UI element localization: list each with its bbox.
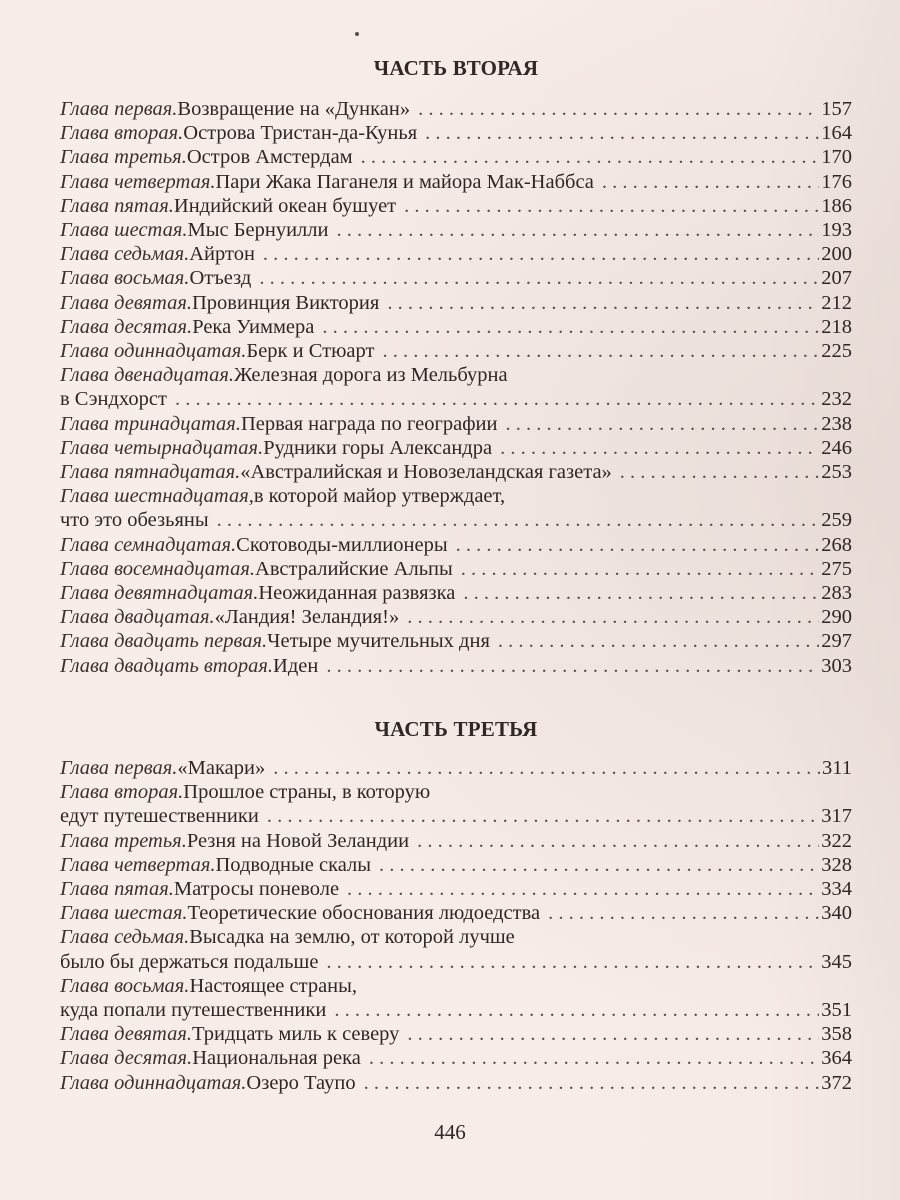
toc-entry-line	[60, 315, 852, 339]
chapter-label: Глава шестая.	[60, 219, 188, 242]
chapter-title-continued: в Сэндхорст	[60, 388, 167, 411]
page-number-ref: 232	[821, 388, 852, 411]
toc-entry-line	[60, 533, 852, 557]
toc-entry	[60, 605, 852, 629]
dot-leader	[336, 218, 819, 242]
toc-entry-line	[60, 1022, 852, 1046]
dot-leader	[369, 1046, 819, 1070]
page-number-ref: 351	[821, 999, 852, 1022]
toc-entry	[60, 1071, 852, 1095]
toc-entry	[60, 1022, 852, 1046]
chapter-label: Глава восьмая.	[60, 974, 190, 997]
chapter-label: Глава седьмая.	[60, 243, 190, 266]
toc-entry	[60, 557, 852, 581]
dot-leader	[334, 998, 819, 1022]
toc-entry	[60, 97, 852, 121]
toc-entry	[60, 654, 852, 678]
toc-entry-line	[60, 291, 852, 315]
chapter-label: Глава девятая.	[60, 291, 192, 314]
toc-entry	[60, 218, 852, 242]
page-number-ref: 193	[821, 219, 852, 242]
dot-leader	[407, 605, 819, 629]
page-number-ref: 246	[821, 436, 852, 459]
chapter-title: Пари Жака Паганеля и майора Мак-Наббса	[215, 170, 594, 193]
page-number-ref: 340	[821, 902, 852, 925]
dot-leader	[620, 460, 819, 484]
chapter-label: Глава пятнадцатая.	[60, 461, 241, 484]
toc-entry	[60, 484, 852, 532]
toc-entry-line	[60, 605, 852, 629]
chapter-title-continued: что это обезьяны	[60, 509, 209, 532]
chapter-title: «Австралийская и Новозеландская газета»	[240, 461, 612, 484]
page-number-ref: 225	[821, 340, 852, 363]
chapter-title-continued: едут путешественники	[60, 805, 259, 828]
chapter-label: Глава двадцать вторая.	[60, 654, 274, 677]
chapter-label: Глава шестнадцатая,	[60, 485, 254, 508]
chapter-label: Глава десятая.	[60, 315, 193, 338]
page-number-ref: 164	[821, 122, 852, 145]
dot-leader	[387, 291, 819, 315]
toc-entry-line	[60, 484, 852, 508]
page-number-ref: 322	[821, 829, 852, 852]
toc-entry	[60, 170, 852, 194]
chapter-title: Иден	[273, 654, 319, 677]
chapter-title: Первая награда по географии	[240, 412, 498, 435]
toc-entry	[60, 291, 852, 315]
toc-entry-line	[60, 194, 852, 218]
toc-entry	[60, 412, 852, 436]
dot-leader	[273, 756, 820, 780]
page-number-ref: 268	[821, 533, 852, 556]
part-two-toc	[60, 97, 852, 678]
toc-entry	[60, 629, 852, 653]
dot-leader	[326, 950, 819, 974]
chapter-title: Айртон	[189, 243, 255, 266]
page-number-ref: 200	[821, 243, 852, 266]
toc-entry	[60, 121, 852, 145]
page-number-ref: 157	[821, 98, 852, 120]
dot-leader	[382, 339, 819, 363]
toc-entry-line	[60, 950, 852, 974]
dot-leader	[500, 436, 819, 460]
page-number-ref: 170	[821, 146, 852, 169]
dot-leader	[407, 1022, 819, 1046]
chapter-title: Австралийские Альпы	[255, 557, 453, 580]
toc-entry-line	[60, 436, 852, 460]
toc-entry	[60, 194, 852, 218]
chapter-label: Глава десятая.	[60, 1047, 193, 1070]
toc-entry-line	[60, 780, 852, 804]
toc-entry-line	[60, 581, 852, 605]
toc-entry	[60, 363, 852, 411]
toc-entry-line	[60, 557, 852, 581]
page-number-ref: 283	[821, 582, 852, 605]
chapter-label: Глава восьмая.	[60, 267, 190, 290]
chapter-title: Подводные скалы	[215, 853, 372, 876]
toc-entry	[60, 1046, 852, 1070]
chapter-title: Остров Амстердам	[186, 146, 353, 169]
toc-entry-line	[60, 998, 852, 1022]
chapter-label: Глава третья.	[60, 146, 187, 169]
page-number-ref: 238	[821, 412, 852, 435]
toc-entry-line	[60, 412, 852, 436]
toc-entry	[60, 266, 852, 290]
toc-entry	[60, 829, 852, 853]
chapter-label: Глава четырнадцатая.	[60, 436, 264, 459]
chapter-label: Глава пятая.	[60, 194, 174, 217]
toc-entry-line	[60, 363, 852, 387]
toc-entry	[60, 974, 852, 1022]
page-number-ref: 328	[821, 853, 852, 876]
chapter-title: Настоящее страны,	[189, 974, 358, 997]
toc-entry	[60, 581, 852, 605]
chapter-title-continued: куда попали путешественники	[60, 999, 327, 1022]
chapter-label: Глава девятнадцатая.	[60, 582, 259, 605]
chapter-label: Глава восемнадцатая.	[60, 557, 256, 580]
toc-entry-line	[60, 1071, 852, 1095]
page-number-ref: 364	[821, 1047, 852, 1070]
toc-entry-line	[60, 925, 852, 949]
dot-leader	[263, 242, 819, 266]
chapter-title: «Ландия! Зеландия!»	[214, 606, 400, 629]
toc-entry-line	[60, 974, 852, 998]
chapter-title: Озеро Таупо	[246, 1071, 356, 1094]
chapter-title: Берк и Стюарт	[246, 340, 375, 363]
toc-entry	[60, 315, 852, 339]
chapter-title: Неожиданная развязка	[258, 582, 456, 605]
dot-leader	[259, 266, 819, 290]
page-number-ref: 186	[821, 194, 852, 217]
toc-entry	[60, 339, 852, 363]
toc-entry-line	[60, 339, 852, 363]
chapter-label: Глава вторая.	[60, 781, 184, 804]
chapter-label: Глава двадцатая.	[60, 606, 215, 629]
toc-entry-line	[60, 804, 852, 828]
toc-entry-line	[60, 145, 852, 169]
toc-entry-line	[60, 508, 852, 532]
dot-leader	[379, 853, 819, 877]
dot-leader	[418, 97, 819, 121]
dot-leader	[322, 315, 819, 339]
page-number-ref: 212	[821, 291, 852, 314]
toc-entry-line	[60, 829, 852, 853]
page-number-ref: 345	[821, 950, 852, 973]
dot-leader	[217, 508, 820, 532]
chapter-label: Глава седьмая.	[60, 926, 190, 949]
chapter-title-continued: было бы держаться подальше	[60, 950, 319, 973]
toc-entry-line	[60, 877, 852, 901]
toc-entry-line	[60, 1046, 852, 1070]
toc-entry	[60, 877, 852, 901]
part-three-heading: ЧАСТЬ ТРЕТЬЯ	[374, 717, 538, 741]
toc-entry-line	[60, 218, 852, 242]
page-number-ref: 334	[821, 878, 852, 901]
page-number-ref: 303	[821, 654, 852, 677]
chapter-title: Теоретические обоснования людоедства	[187, 902, 541, 925]
page-number-ref: 358	[821, 1023, 852, 1046]
chapter-title: «Макари»	[177, 757, 266, 779]
dot-leader	[548, 901, 819, 925]
toc-entry	[60, 242, 852, 266]
dot-leader	[326, 654, 819, 678]
dot-leader	[267, 804, 819, 828]
toc-entry-line	[60, 654, 852, 678]
dot-leader	[498, 629, 819, 653]
chapter-title: Железная дорога из Мельбурна	[234, 364, 508, 387]
chapter-title: Индийский океан бушует	[173, 194, 397, 217]
page-number-ref: 218	[821, 315, 852, 338]
page-number-ref: 311	[822, 757, 852, 779]
toc-entry	[60, 145, 852, 169]
chapter-label: Глава первая.	[60, 757, 178, 779]
page-number: 446	[434, 1120, 466, 1144]
chapter-title: Национальная река	[192, 1047, 361, 1070]
toc-entry-line	[60, 901, 852, 925]
toc-entry	[60, 533, 852, 557]
toc-entry-line	[60, 242, 852, 266]
chapter-title: Четыре мучительных дня	[267, 630, 490, 653]
page-number-ref: 275	[821, 557, 852, 580]
toc-entry-line	[60, 756, 852, 780]
part-three-toc	[60, 756, 852, 1095]
dot-leader	[175, 387, 819, 411]
chapter-title: Резня на Новой Зеландии	[186, 829, 410, 852]
page-number-ref: 372	[821, 1071, 852, 1094]
dot-leader	[602, 170, 819, 194]
chapter-label: Глава двадцать первая.	[60, 630, 268, 653]
page-number-ref: 176	[821, 170, 852, 193]
chapter-label: Глава одиннадцатая.	[60, 340, 247, 363]
part-two-heading: ЧАСТЬ ВТОРАЯ	[373, 56, 539, 80]
chapter-title: Возвращение на «Дункан»	[177, 98, 411, 120]
chapter-title: Река Уиммера	[192, 315, 315, 338]
chapter-label: Глава третья.	[60, 829, 187, 852]
chapter-title: Острова Тристан-да-Кунья	[183, 122, 418, 145]
chapter-label: Глава двенадцатая.	[60, 364, 235, 387]
chapter-label: Глава четвертая.	[60, 853, 216, 876]
toc-entry-line	[60, 853, 852, 877]
chapter-title: Рудники горы Александра	[263, 436, 493, 459]
chapter-label: Глава одиннадцатая.	[60, 1071, 247, 1094]
print-speck	[355, 32, 359, 36]
toc-entry	[60, 780, 852, 828]
chapter-label: Глава пятая.	[60, 878, 174, 901]
toc-entry-line	[60, 170, 852, 194]
chapter-label: Глава семнадцатая.	[60, 533, 237, 556]
toc-entry	[60, 853, 852, 877]
toc-entry-line	[60, 629, 852, 653]
chapter-title: Отъезд	[189, 267, 252, 290]
toc-entry	[60, 756, 852, 780]
toc-entry	[60, 436, 852, 460]
dot-leader	[364, 1071, 820, 1095]
dot-leader	[404, 194, 819, 218]
dot-leader	[425, 121, 819, 145]
chapter-title: Высадка на землю, от которой лучше	[189, 926, 515, 949]
toc-entry-line	[60, 121, 852, 145]
chapter-title: Скотоводы-миллионеры	[236, 533, 448, 556]
toc-entry-line	[60, 266, 852, 290]
page-number-ref: 253	[821, 461, 852, 484]
chapter-label: Глава четвертая.	[60, 170, 216, 193]
toc-entry-line	[60, 460, 852, 484]
dot-leader	[456, 533, 820, 557]
dot-leader	[461, 557, 819, 581]
dot-leader	[505, 412, 819, 436]
chapter-label: Глава вторая.	[60, 122, 184, 145]
chapter-label: Глава первая.	[60, 98, 178, 120]
chapter-title: Провинция Виктория	[191, 291, 380, 314]
toc-entry-line	[60, 387, 852, 411]
chapter-label: Глава шестая.	[60, 902, 188, 925]
page-number-ref: 259	[821, 509, 852, 532]
page-number-ref: 317	[821, 805, 852, 828]
dot-leader	[463, 581, 819, 605]
dot-leader	[361, 145, 820, 169]
chapter-title: Мыс Бернуилли	[187, 219, 329, 242]
chapter-label: Глава девятая.	[60, 1023, 192, 1046]
chapter-title: Тридцать миль к северу	[191, 1023, 400, 1046]
toc-entry-line	[60, 97, 852, 121]
chapter-label: Глава тринадцатая.	[60, 412, 241, 435]
page-number-ref: 290	[821, 606, 852, 629]
chapter-title: Прошлое страны, в которую	[183, 781, 431, 804]
dot-leader	[417, 829, 819, 853]
toc-entry	[60, 901, 852, 925]
page-number-ref: 207	[821, 267, 852, 290]
chapter-title: Матросы поневоле	[173, 878, 340, 901]
toc-entry	[60, 460, 852, 484]
dot-leader	[347, 877, 819, 901]
toc-entry	[60, 925, 852, 973]
chapter-title: в которой майор утверждает,	[253, 485, 506, 508]
page-number-ref: 297	[821, 630, 852, 653]
